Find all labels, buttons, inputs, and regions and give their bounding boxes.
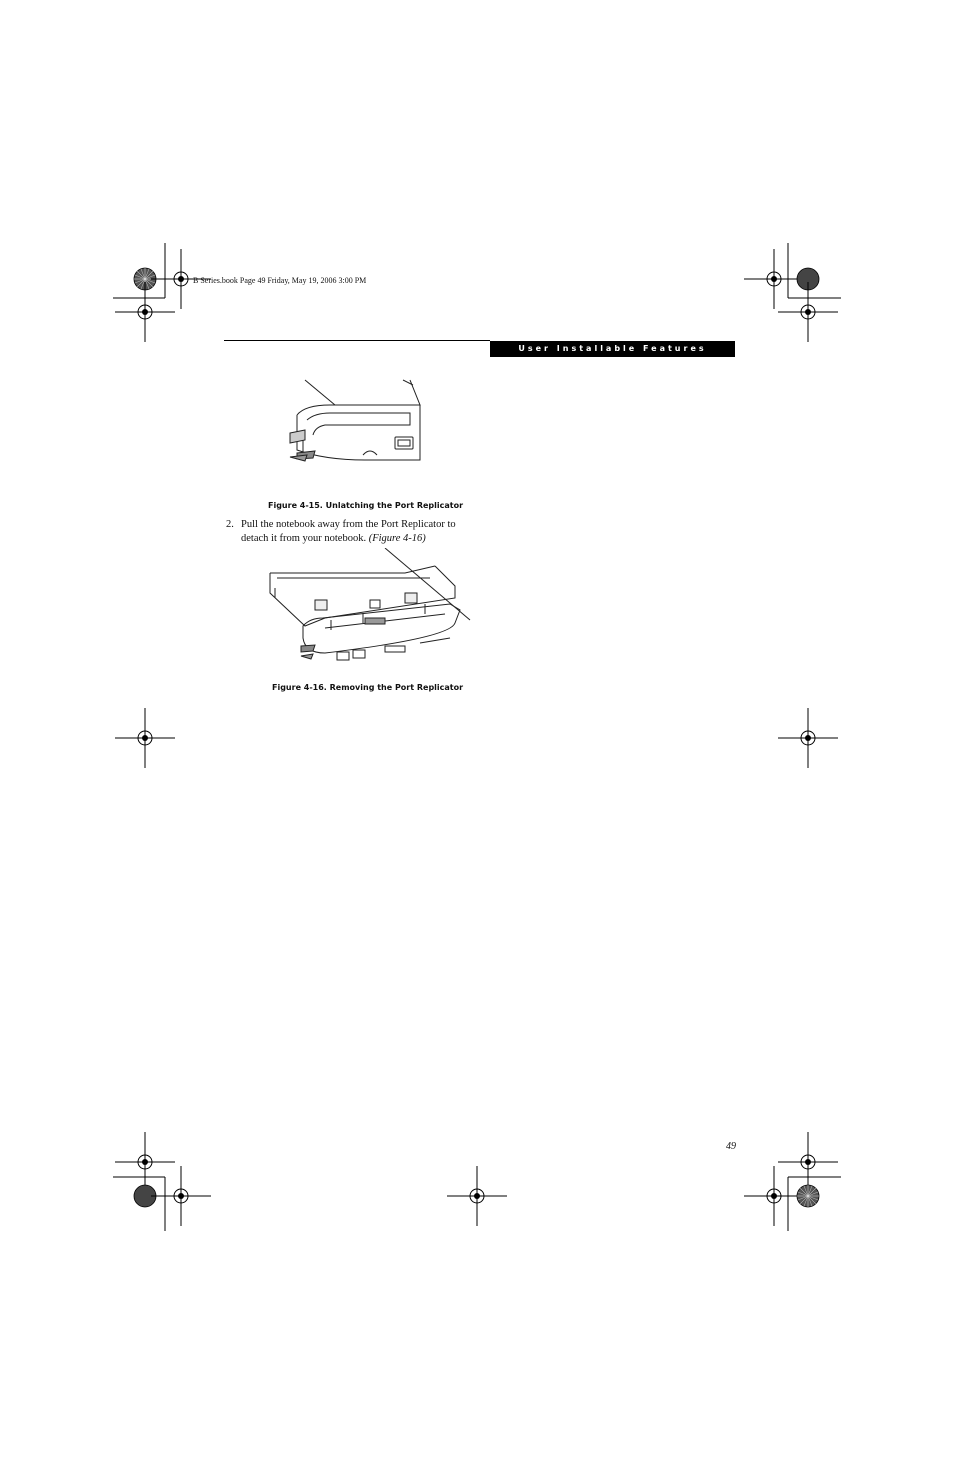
figure-reference: (Figure 4-16) <box>368 533 426 544</box>
figure-caption: Figure 4-15. Unlatching the Port Replicator <box>268 501 464 510</box>
step-number: 2. <box>226 519 234 530</box>
step-item <box>226 518 471 546</box>
figure-removing-illustration <box>265 548 475 673</box>
page-number: 49 <box>726 1141 736 1152</box>
section-header: User Installable Features <box>490 341 735 357</box>
figure-unlatching-illustration <box>285 375 430 470</box>
step-text: Pull the notebook away from the Port Replicator to detach it from your notebook. <box>241 519 456 544</box>
figure-caption: Figure 4-16. Removing the Port Replicator <box>272 683 464 692</box>
print-slug: B Series.book Page 49 Friday, May 19, 2006 3:00 PM <box>193 276 367 285</box>
header-rule <box>224 340 490 341</box>
